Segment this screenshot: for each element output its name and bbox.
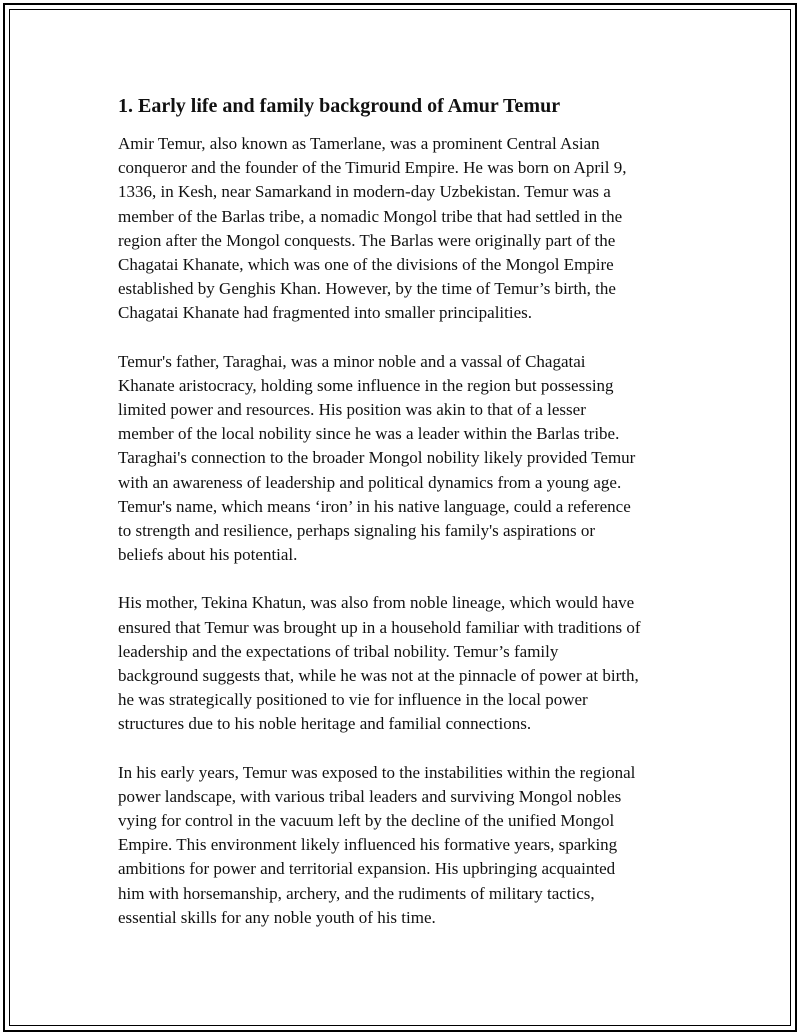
document-body	[118, 94, 698, 954]
section-heading: 1. Early life and family background of Amur Temur	[118, 95, 561, 117]
paragraph-4: In his early years, Temur was exposed to the instabilities within the regional power landscape, with various tribal leaders and surviving Mongol nobles vying for control in the vacuum left by the decline of the unified Mongol Empire. This environment likely influenced his formative years, sparking ambitions for power and territorial expansion. His upbringing acquainted him with horsemanship, archery, and the rudiments of military tactics, essential skills for any noble youth of his time.	[118, 762, 636, 927]
paragraph-2: Temur's father, Taraghai, was a minor noble and a vassal of Chagatai Khanate aristocracy, holding some influence in the region but possessing limited power and resources. His position was akin to that of a lesser member of the local nobility since he was a leader within the Barlas tribe. Taraghai's connection to the broader Mongol nobility likely provided Temur with an awareness of leadership and political dynamics from a young age. Temur's name, which means ‘iron’ in his native language, could a reference to strength and resilience, perhaps signaling his family's aspirations or beliefs about his potential.	[118, 351, 636, 565]
paragraph-3: His mother, Tekina Khatun, was also from noble lineage, which would have ensured that Temur was brought up in a household familiar with traditions of leadership and the expectations of tribal nobility. Temur’s family background suggests that, while he was not at the pinnacle of power at birth, he was strategically positioned to vie for influence in the local power structures due to his noble heritage and familial connections.	[118, 593, 641, 734]
paragraph-1: Amir Temur, also known as Tamerlane, was a prominent Central Asian conqueror and the founder of the Timurid Empire. He was born on April 9, 1336, in Kesh, near Samarkand in modern-day Uzbekistan. Temur was a member of the Barlas tribe, a nomadic Mongol tribe that had settled in the region after the Mongol conquests. The Barlas were originally part of the Chagatai Khanate, which was one of the divisions of the Mongol Empire established by Genghis Khan. However, by the time of Temur’s birth, the Chagatai Khanate had fragmented into smaller principalities.	[118, 134, 627, 323]
